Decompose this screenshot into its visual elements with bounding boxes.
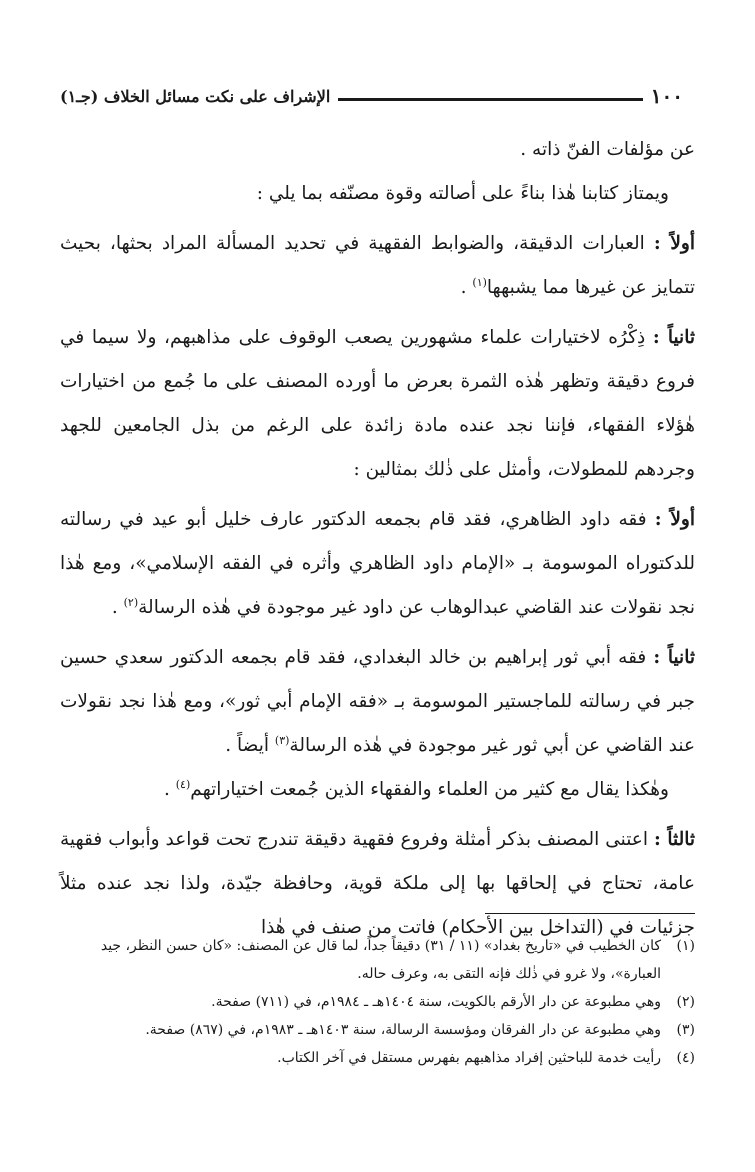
footnote-ref: (٤) — [175, 777, 191, 791]
paragraph-text: . — [111, 597, 124, 618]
footnote-number: (٤) — [676, 1050, 695, 1066]
footnotes — [60, 932, 695, 1072]
paragraph-lead: أولاً : — [653, 233, 695, 254]
page-number: ١٠٠ — [650, 84, 683, 108]
paragraph — [60, 222, 695, 310]
footnote — [60, 932, 695, 988]
paragraph-text: فقه داود الظاهري، فقد قام بجمعه الدكتور عارف خليل أبو عيد في رسالته للدكتوراه الموسومة بـ «الإمام داود الظاهري وأثره في الفقه الإسلامي»، ومع هٰذا نجد نقولات عند القاضي عبدالوهاب عن داود غير موجودة في هٰذه الرسالة — [60, 509, 695, 618]
footnote-text: كان الخطيب في «تاريخ بغداد» (١١ / ٣١) دقيقاً جداً، لما قال عن المصنف: «كان حسن النظر، جيد العبارة»، ولا غرو في ذٰلك فإنه التقى به، وعرف حاله. — [100, 938, 661, 982]
paragraph-lead: أولاً : — [654, 509, 695, 530]
paragraph — [60, 316, 695, 492]
paragraph-text: . — [163, 779, 176, 800]
footnote — [60, 988, 695, 1016]
paragraph-lead: ثانياً : — [652, 327, 695, 348]
paragraph-lead: ثالثاً : — [653, 829, 696, 850]
running-title: الإشراف على نكت مسائل الخلاف (جـ١) — [60, 86, 331, 106]
footnote-text: رأيت خدمة للباحثين إفراد مذاهبهم بفهرس مستقل في آخر الكتاب. — [277, 1050, 661, 1066]
paragraph-text: أيضاً . — [225, 735, 275, 756]
paragraph-text: اعتنى المصنف بذكر أمثلة وفروع فقهية دقيقة تندرج تحت قواعد وأبواب فقهية عامة، تحتاج في إلحاقها بها إلى ملكة قوية، وحافظة جيّدة، ولذا نجد عنده مثلاً جزئيات في (التداخل بين الأحكام) فاتت من صنف في هٰذا — [60, 829, 695, 938]
paragraph — [60, 128, 695, 172]
footnote-ref: (٢) — [123, 595, 139, 609]
footnote-number: (١) — [676, 938, 695, 954]
footnote-number: (٢) — [676, 994, 695, 1010]
paragraph-text: . — [460, 277, 473, 298]
paragraph-text: وهٰكذا يقال مع كثير من العلماء والفقهاء الذين جُمعت اختياراتهم — [190, 779, 669, 800]
paragraph-text: ويمتاز كتابنا هٰذا بناءً على أصالته وقوة مصنّفه بما يلي : — [256, 183, 669, 204]
paragraph — [60, 172, 695, 216]
main-text — [60, 128, 695, 950]
footnote-ref: (١) — [472, 275, 487, 289]
footnote-number: (٣) — [676, 1022, 695, 1038]
paragraph — [60, 818, 695, 950]
paragraph — [60, 768, 695, 812]
paragraph — [60, 636, 695, 768]
header-rule — [338, 98, 643, 101]
footnote — [60, 1016, 695, 1044]
footnote — [60, 1044, 695, 1072]
footnote-ref: (٣) — [274, 733, 290, 747]
footnote-text: وهي مطبوعة عن دار الأرقم بالكويت، سنة ١٤٠٤هـ ـ ١٩٨٤م، في (٧١١) صفحة. — [211, 994, 661, 1010]
paragraph-text: ذِكْرُه لاختيارات علماء مشهورين يصعب الوقوف على مذاهبهم، ولا سيما في فروع دقيقة وتظهر هٰذه الثمرة بعرض ما أورده المصنف على ما جُمع من اختيارات هٰؤلاء الفقهاء، فإننا نجد عنده مادة زائدة على الرغم من بذل الجامعين للجهد وجردهم للمطولات، وأمثل على ذٰلك بمثالين : — [60, 327, 695, 480]
footnote-separator — [485, 913, 695, 914]
footnote-text: وهي مطبوعة عن دار الفرقان ومؤسسة الرسالة، سنة ١٤٠٣هـ ـ ١٩٨٣م، في (٨٦٧) صفحة. — [145, 1022, 661, 1038]
paragraph-text: عن مؤلفات الفنّ ذاته . — [520, 139, 695, 160]
paragraph-text: العبارات الدقيقة، والضوابط الفقهية في تحديد المسألة المراد بحثها، بحيث تتمايز عن غيرها مما يشبهها — [60, 233, 695, 298]
paragraph — [60, 498, 695, 630]
paragraph-text: فقه أبي ثور إبراهيم بن خالد البغدادي، فقد قام بجمعه الدكتور سعدي حسين جبر في رسالته للماجستير الموسومة بـ «فقه الإمام أبي ثور»، ومع هٰذا نجد نقولات عند القاضي عن أبي ثور غير موجودة في هٰذه الرسالة — [60, 647, 695, 756]
paragraph-lead: ثانياً : — [653, 647, 695, 668]
page-header — [60, 82, 683, 110]
